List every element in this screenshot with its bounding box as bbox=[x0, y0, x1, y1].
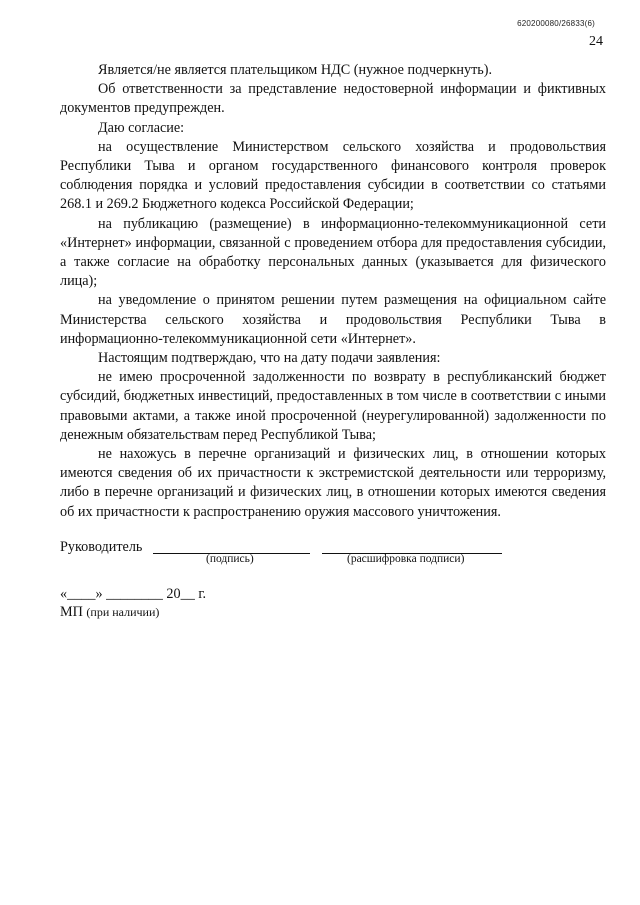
signature-label: Руководитель bbox=[60, 539, 143, 555]
signature-block bbox=[60, 539, 606, 629]
stamp-row bbox=[60, 604, 159, 621]
paragraph-consent-inspection: на осуществление Министерством сельского хозяйства и продовольствия Республики Тыва и органом государственного финансового контроля проверок соблюдения порядка и условий предоставления субсидии в соответствии со статьями 268.1 и 269.2 Бюджетного кодекса Российской Федерации; bbox=[60, 138, 606, 213]
stamp-label: МП bbox=[60, 604, 83, 620]
paragraph-not-listed: не нахожусь в перечне организаций и физических лиц, в отношении которых имеются сведения об их причастности к экстремистской деятельности или терроризму, либо в перечне организаций и физических лиц, в отношении которых имеются сведения об их причастности к распространению оружия массового уничтожения. bbox=[60, 446, 606, 520]
signature-caption: (подпись) bbox=[206, 553, 254, 565]
document-id: 620200080/26833(6) bbox=[517, 19, 595, 28]
date-line: «____» ________ 20__ г. bbox=[60, 586, 207, 602]
paragraph-consent-heading: Даю согласие: bbox=[98, 119, 185, 136]
paragraph-consent-publication: на публикацию (размещение) в информационно-телекоммуникационной сети «Интернет» информации, связанной с проведением отбора для предоставления субсидии, а также согласие на обработку персональных данных (указывается для физического лица); bbox=[60, 215, 606, 290]
body-text bbox=[60, 61, 606, 522]
paragraph-no-debt: не имею просроченной задолженности по возврату в республиканский бюджет субсидий, бюджетных инвестиций, предоставленных в том числе в соответствии с иными правовыми актами, а также иной просроченной (неурегулированной) задолженности по денежным обязательствам перед Республикой Тыва; bbox=[60, 369, 606, 443]
signature-decoding-caption: (расшифровка подписи) bbox=[347, 553, 465, 565]
paragraph-vat-status: Является/не является плательщиком НДС (нужное подчеркнуть). bbox=[98, 62, 493, 78]
page-number: 24 bbox=[589, 34, 603, 49]
paragraph-confirmation-heading: Настоящим подтверждаю, что на дату подачи заявления: bbox=[98, 350, 441, 367]
paragraph-liability: Об ответственности за представление недостоверной информации и фиктивных документов предупрежден. bbox=[60, 81, 606, 117]
stamp-note: (при наличии) bbox=[86, 605, 160, 619]
paragraph-consent-notification: на уведомление о принятом решении путем размещения на официальном сайте Министерства сельского хозяйства и продовольствия Республики Тыва в информационно-телекоммуникационной сети «Интернет». bbox=[60, 292, 606, 347]
